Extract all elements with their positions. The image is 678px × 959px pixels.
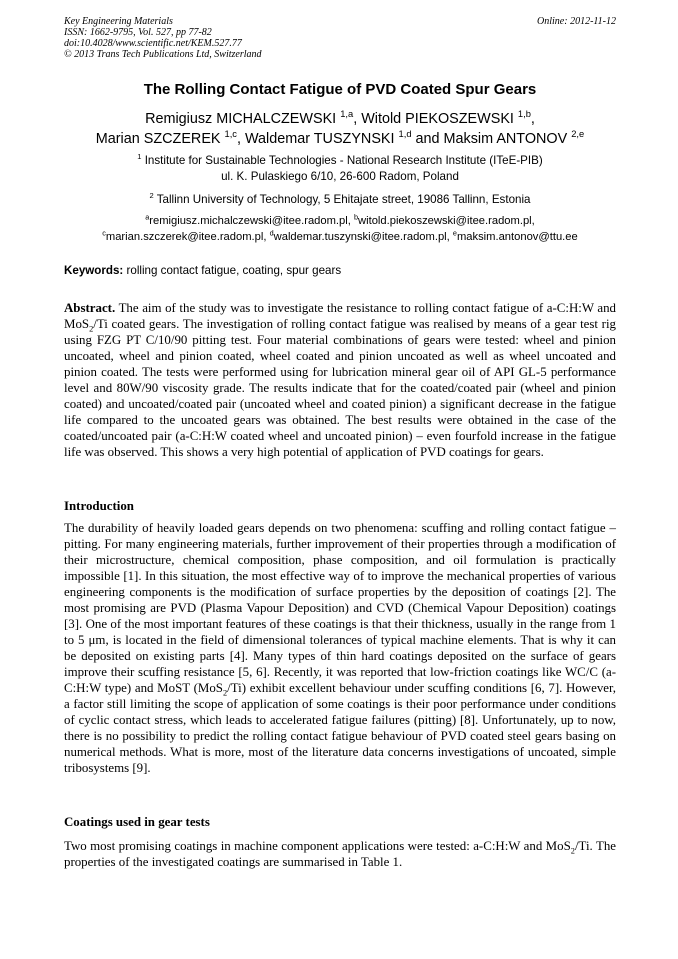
- abstract: Abstract. The aim of the study was to investigate the resistance to rolling contact fatigue of a-C:H:W and MoS$_2$/Ti coated gears. The investigation of rolling contact fatigue was realised by means of a gear test rig using FZG PT C/10/90 pitting test. Four material combinations of gears were tested: wheel and pinion uncoated, wheel and pinion coated, wheel coated and pinion uncoated as well as wheel uncoated and pinion coated. The tests were performed using for lubrication mineral gear oil of API GL-5 performance level and 80W/90 viscosity grade. The results indicate that for the coated/coated pair (wheel and pinion coated) and uncoated/coated pair (uncoated wheel and coated pinion) a significant decrease in the fatigue life compared to the uncoated gears was obtained. The best results were obtained in the case of the coated/uncoated pair (a-C:H:W coated wheel and uncoated pinion) – even fourfold increase in the fatigue life was observed. This shows a very high potential of application of PVD coatings for gears.: [64, 301, 616, 459]
- email-list: $^a$remigiusz.michalczewski@itee.radom.pl, $^b$witold.piekoszewski@itee.radom.pl, $^c$marian.szczerek@itee.radom.pl, $^d$waldemar.tuszynski@itee.radom.pl, $^e$maksim.antonov@ttu.ee: [102, 212, 578, 243]
- author-name: Remigiusz MICHALCZEWSKI: [145, 111, 337, 127]
- section-heading-coatings: Coatings used in gear tests: [64, 815, 210, 829]
- email-link[interactable]: marian.szczerek@itee.radom.pl: [105, 231, 264, 243]
- section-heading-introduction: Introduction: [64, 499, 134, 513]
- author-affil-mark: 1,b: [517, 109, 531, 120]
- online-date: Online: 2012-11-12: [537, 16, 616, 27]
- keywords-text: rolling contact fatigue, coating, spur gears: [126, 264, 342, 277]
- coatings-paragraph: Two most promising coatings in machine component applications were tested: a-C:H:W and MoS$_2$/Ti. The properties of the investigated coatings are summarised in Table 1.: [64, 839, 616, 869]
- author-name: Maksim ANTONOV: [443, 131, 568, 147]
- abstract-label: Abstract.: [64, 301, 116, 315]
- journal-issn: ISSN: 1662-9795, Vol. 527, pp 77-82: [64, 27, 212, 38]
- keywords-label: Keywords:: [64, 264, 124, 277]
- journal-doi: doi:10.4028/www.scientific.net/KEM.527.77: [64, 38, 242, 49]
- author-name: Witold PIEKOSZEWSKI: [361, 111, 514, 127]
- affiliation-1: $^1$ Institute for Sustainable Technologies - National Research Institute (ITeE-PIB) ul. K. Pulaskiego 6/10, 26-600 Radom, Poland: [137, 152, 543, 183]
- introduction-paragraph: The durability of heavily loaded gears depends on two phenomena: scuffing and rolling contact fatigue – pitting. For many engineering materials, further improvement of their properties through a modification of their microstructure, chemical composition, phase composition, and oil formulation is practically impossible [1]. In this situation, the most effective way of to improve the mechanical properties of various engineering components is the modification of surface properties by the deposition of coatings [2]. The most promising are PVD (Plasma Vapour Deposition) and CVD (Chemical Vapour Deposition) coatings [3]. One of the most important features of these coatings is that their thickness, usually in the range from 1 to 5 μm, is located in the field of dimensional tolerances of typical machine elements. That is why it can be deposited on existing parts [4]. Many types of thin hard coatings deposited on the surface of gears improve their scuffing resistance [5, 6]. Recently, it was reported that low-friction coatings like WC/C (a-C:H:W type) and MoST (MoS$_2$/Ti) exhibit excellent behaviour under scuffing conditions [6, 7]. However, a factor still limiting the scope of application of some coatings is their poor performance under conditions of cyclic contact stress, which leads to accelerated fatigue failures (pitting) [8]. Unfortunately, up to now, there is no possibility to predict the rolling contact fatigue behaviour of PVD coated steel gears basing on numerical methods. What is more, most of the literature data concerns investigations of uncoated, simple tribosystems [9].: [64, 521, 616, 775]
- author-name: Marian SZCZEREK: [95, 131, 221, 147]
- keywords: [64, 263, 616, 279]
- email-link[interactable]: remigiusz.michalczewski@itee.radom.pl: [149, 215, 348, 227]
- author-list: Remigiusz MICHALCZEWSKI $^{1,a}$, Witold PIEKOSZEWSKI $^{1,b}$, Marian SZCZEREK $^{1,c}$, Waldemar TUSZYNSKI $^{1,d}$ and Maksim ANTONOV $^{2,e}$: [95, 109, 585, 147]
- journal-name: Key Engineering Materials: [64, 16, 173, 27]
- journal-copyright: © 2013 Trans Tech Publications Ltd, Switzerland: [64, 49, 262, 60]
- email-link[interactable]: maksim.antonov@ttu.ee: [456, 231, 578, 243]
- author-affil-mark: 1,c: [224, 129, 237, 140]
- paper-title: The Rolling Contact Fatigue of PVD Coated Spur Gears: [143, 81, 537, 98]
- email-link[interactable]: waldemar.tuszynski@itee.radom.pl: [273, 231, 447, 243]
- author-affil-mark: 1,d: [398, 129, 412, 140]
- affiliation-2: $^2$ Tallinn University of Technology, 5 Ehitajate street, 19086 Tallinn, Estonia: [149, 191, 531, 206]
- journal-header: [64, 16, 616, 60]
- author-affil-mark: 2,e: [571, 129, 585, 140]
- email-link[interactable]: witold.piekoszewski@itee.radom.pl: [358, 215, 532, 227]
- author-name: Waldemar TUSZYNSKI: [244, 131, 395, 147]
- author-affil-mark: 1,a: [340, 109, 354, 120]
